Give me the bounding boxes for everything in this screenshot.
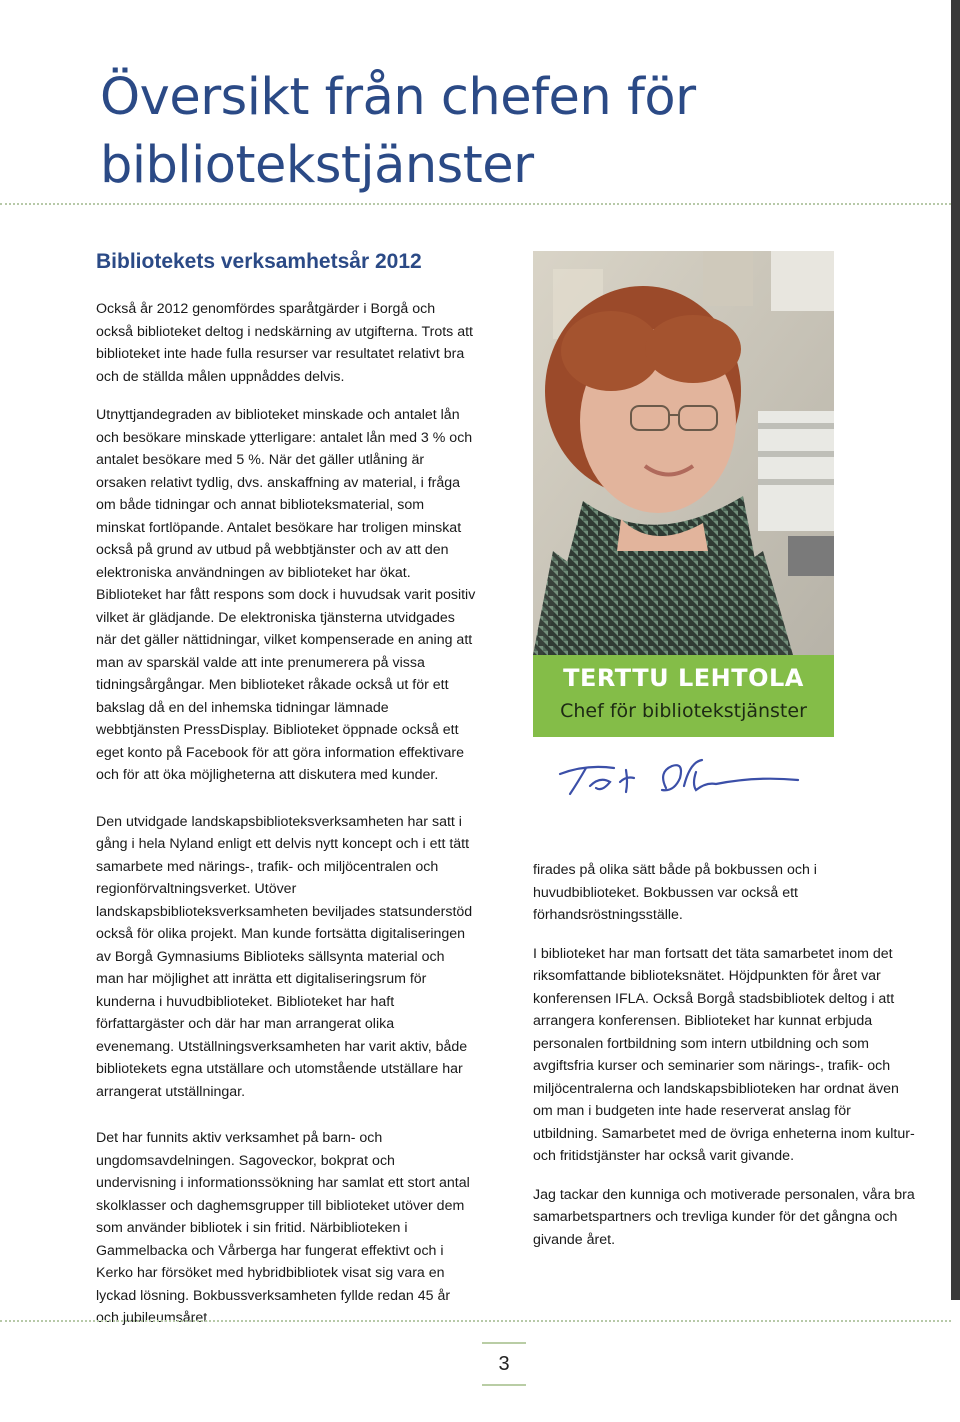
- section-heading: Bibliotekets verksamhetsår 2012: [96, 250, 422, 273]
- dotted-divider-bottom: [0, 1320, 951, 1322]
- page-number: 3: [482, 1342, 526, 1386]
- dotted-divider-top: [0, 203, 951, 205]
- paragraph-children: Det har funnits aktiv verksamhet på barn- och ungdomsavdelningen. Sagoveckor, bokprat och undervisning i informationssökning har samlat ett stort antal skolklasser och daghemsgrupper till biblioteket utöver dem som använder bibliotek i sin fritid. Närbiblioteken i Gammelbacka och Vårberga har fungerat effektivt och i Kerko har försöket med hybridbibliotek visat sig vara en lyckad lösning. Bokbussverksamheten fyllde redan 45 år och jubileumsåret: [96, 1130, 470, 1326]
- paragraph-cooperation: I biblioteket har man fortsatt det täta samarbetet inom det riksomfattande biblioteksnätet. Höjdpunkten för året var konferensen IFLA. Också Borgå stadsbibliotek deltog i att arrangera konferensen. Biblioteket har kunnat erbjuda personalen fortbildning som intern utbildning och som avgiftsfria kurser och seminarier som närings-, trafik- och miljöcentralerna och landskapsbiblioteken har ordnat även om man i budgeten inte hade reserverat anslag för utbildning. Samarbetet med de övriga enheterna inom kultur- och fritidstjänster har också varit givande.: [533, 945, 915, 1164]
- profile-name: TERTTU LEHTOLA: [563, 664, 804, 692]
- page-title: [100, 64, 860, 200]
- right-column: [533, 859, 918, 1267]
- paragraph-thanks: Jag tackar den kunniga och motiverade personalen, våra bra samarbetspartners och trevliga kunder för det gångna och givande året.: [533, 1186, 915, 1248]
- paragraph-bookbus: firades på olika sätt både på bokbussen och i huvudbiblioteket. Bokbussen var också ett förhandsröstningsställe.: [533, 862, 817, 923]
- paragraph-intro: Också år 2012 genomfördes sparåtgärder i Borgå och också biblioteket deltog i nedskärning av utgifterna. Trots att biblioteket inte hade fulla resurser var resultatet relativt bra och de ställda målen uppnåddes delvis.: [96, 301, 473, 385]
- left-column: [96, 298, 476, 1346]
- paragraph-usage: Utnyttjandegraden av biblioteket minskade och antalet lån och besökare minskade ytterligare: antalet lån med 3 % och antalet besökare med 5 %. När det gäller utlåning är orsaken relativt tydlig, dvs. anskaffning av material, i fråga om både tidningar och annat biblioteksmaterial, som minskat fortlöpande. Antalet besökare har troligen minskat också på grund av utbud på webbtjänster och av att den elektroniska användningen av biblioteket har ökat. Biblioteket har fått respons som dock i huvudsak varit positiv vilket är glädjande. De elektroniska tjänsterna utvidgades när det gäller nättidningar, vilket kompenserade en aning att man av sparskäl valde att inte prenumerera på vissa tidningsårgångar. Men biblioteket råkade också ut för ett bakslag då en del inhemska tidningar lämnade webbtjänsten PressDisplay. Biblioteket öppnade också ett eget konto på Facebook för att göra information effektivare och för att öka möjligheterna att diskutera med kunder.: [96, 407, 476, 783]
- portrait-photo: [533, 251, 834, 655]
- page-title-line-1: Översikt från chefen för: [100, 68, 696, 127]
- paragraph-regional: Den utvidgade landskapsbiblioteksverksamheten har satt i gång i hela Nyland enligt ett delvis nytt koncept och i ett tätt samarbete med närings-, trafik- och miljöcentralen och regionförvaltningsverket. Utöver landskapsbiblioteksverksamheten beviljades statsunderstöd också för olika projekt. Man kunde fortsätta digitaliseringen av Borgå Gymnasiums Biblioteks sällsynta material och man har möjlighet att inrätta ett digitaliseringsrum för kunderna i huvudbiblioteket. Biblioteket har haft författargäster och där har man arrangerat olika evenemang. Utställningsverksamheten har varit aktiv, både bibliotekets egna utställare och utomstående utställare har arrangerat utställningar.: [96, 813, 473, 1100]
- profile-role: Chef för bibliotekstjänster: [560, 700, 807, 722]
- profile-caption: [533, 655, 834, 737]
- page-title-line-2: bibliotekstjänster: [100, 136, 534, 195]
- signature-image: [556, 752, 806, 806]
- page-edge-bar: [951, 0, 960, 1300]
